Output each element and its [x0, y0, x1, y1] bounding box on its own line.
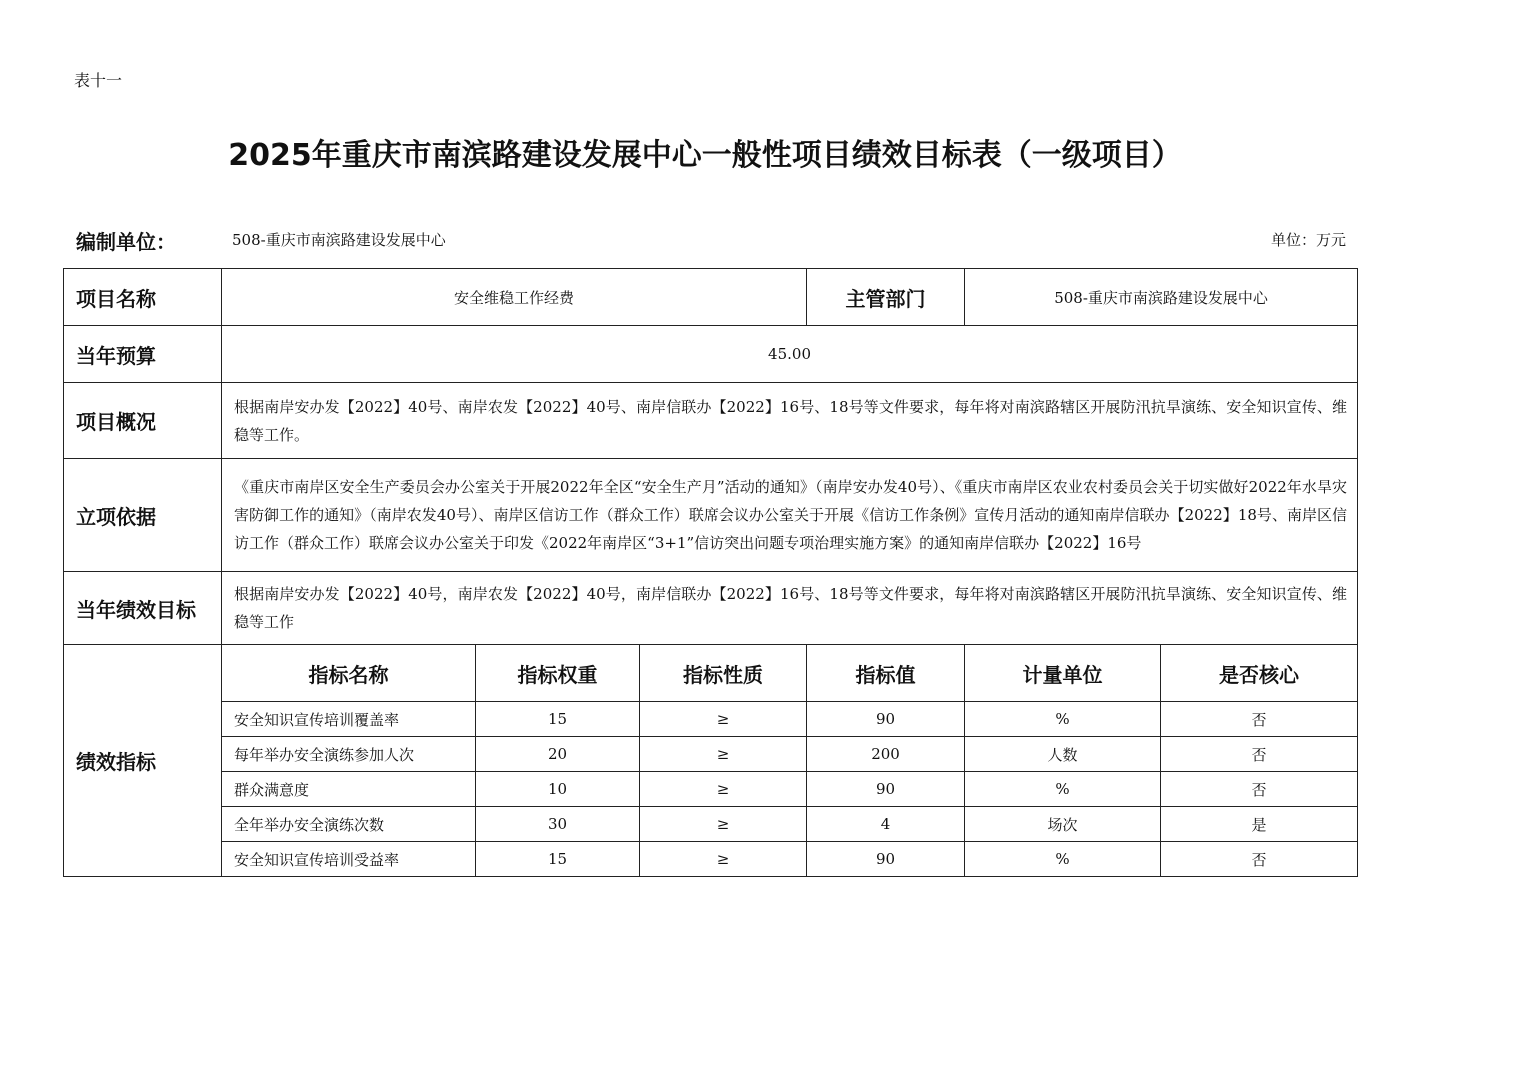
unit-label: 单位：万元 — [1270, 231, 1346, 249]
table-row — [64, 772, 1358, 807]
indicator-value: 200 — [807, 737, 965, 772]
indicator-name: 安全知识宣传培训受益率 — [222, 842, 476, 877]
indicator-name: 安全知识宣传培训覆盖率 — [222, 702, 476, 737]
row-basis — [64, 459, 1358, 572]
indicator-core: 否 — [1161, 842, 1358, 877]
indicator-nature: ≥ — [640, 702, 807, 737]
indicator-weight: 20 — [476, 737, 640, 772]
indicator-nature: ≥ — [640, 842, 807, 877]
header-unit: 计量单位 — [965, 645, 1161, 702]
dept-label: 主管部门 — [807, 269, 965, 326]
indicator-core: 否 — [1161, 737, 1358, 772]
indicator-value: 4 — [807, 807, 965, 842]
table-row — [64, 842, 1358, 877]
indicator-unit: 场次 — [965, 807, 1161, 842]
indicator-nature: ≥ — [640, 772, 807, 807]
indicator-header-row — [64, 645, 1358, 702]
dept-value: 508-重庆市南滨路建设发展中心 — [965, 269, 1358, 326]
table-row — [64, 737, 1358, 772]
org-value: 508-重庆市南滨路建设发展中心 — [232, 231, 446, 249]
indicator-name: 群众满意度 — [222, 772, 476, 807]
goal-value: 根据南岸安办发【2022】40号，南岸农发【2022】40号，南岸信联办【2022】16号、18号等文件要求，每年将对南滨路辖区开展防汛抗旱演练、安全知识宣传、维稳等工作 — [222, 572, 1358, 645]
indicator-unit: % — [965, 772, 1161, 807]
row-goal — [64, 572, 1358, 645]
indicator-weight: 15 — [476, 842, 640, 877]
indicator-core: 否 — [1161, 772, 1358, 807]
indicator-weight: 15 — [476, 702, 640, 737]
project-name-label: 项目名称 — [64, 269, 222, 326]
goal-label: 当年绩效目标 — [64, 572, 222, 645]
overview-value: 根据南岸安办发【2022】40号、南岸农发【2022】40号、南岸信联办【2022】16号、18号等文件要求，每年将对南滨路辖区开展防汛抗旱演练、安全知识宣传、维稳等工作。 — [222, 383, 1358, 459]
indicator-core: 是 — [1161, 807, 1358, 842]
row-overview — [64, 383, 1358, 459]
org-label: 编制单位： — [76, 230, 176, 254]
header-weight: 指标权重 — [476, 645, 640, 702]
indicator-value: 90 — [807, 772, 965, 807]
indicator-unit: % — [965, 702, 1161, 737]
indicator-weight: 10 — [476, 772, 640, 807]
indicator-value: 90 — [807, 702, 965, 737]
overview-label: 项目概况 — [64, 383, 222, 459]
header-nature: 指标性质 — [640, 645, 807, 702]
indicator-unit: % — [965, 842, 1161, 877]
basis-label: 立项依据 — [64, 459, 222, 572]
row-project-name — [64, 269, 1358, 326]
table-number: 表十一 — [74, 71, 123, 90]
indicator-weight: 30 — [476, 807, 640, 842]
indicator-value: 90 — [807, 842, 965, 877]
indicator-unit: 人数 — [965, 737, 1161, 772]
indicator-name: 全年举办安全演练次数 — [222, 807, 476, 842]
header-core: 是否核心 — [1161, 645, 1358, 702]
indicators-label: 绩效指标 — [64, 645, 222, 877]
table-row — [64, 702, 1358, 737]
basis-value: 《重庆市南岸区安全生产委员会办公室关于开展2022年全区“安全生产月”活动的通知》（南岸安办发40号）、《重庆市南岸区农业农村委员会关于切实做好2022年水旱灾害防御工作的通知》（南岸农发40号）、南岸区信访工作（群众工作）联席会议办公室关于开展《信访工作条例》宣传月活动的通知南岸信联办【2022】18号、南岸区信访工作（群众工作）联席会议办公室关于印发《2022年南岸区“3+1”信访突出问题专项治理实施方案》的通知南岸信联办【2022】16号 — [222, 459, 1358, 572]
indicator-nature: ≥ — [640, 737, 807, 772]
budget-value: 45.00 — [222, 326, 1358, 383]
project-name-value: 安全维稳工作经费 — [222, 269, 807, 326]
indicator-name: 每年举办安全演练参加人次 — [222, 737, 476, 772]
indicator-core: 否 — [1161, 702, 1358, 737]
header-indicator-name: 指标名称 — [222, 645, 476, 702]
performance-table — [63, 268, 1358, 877]
document-title: 2025年重庆市南滨路建设发展中心一般性项目绩效目标表（一级项目） — [228, 138, 1182, 173]
indicator-nature: ≥ — [640, 807, 807, 842]
table-row — [64, 807, 1358, 842]
header-value: 指标值 — [807, 645, 965, 702]
row-budget — [64, 326, 1358, 383]
budget-label: 当年预算 — [64, 326, 222, 383]
